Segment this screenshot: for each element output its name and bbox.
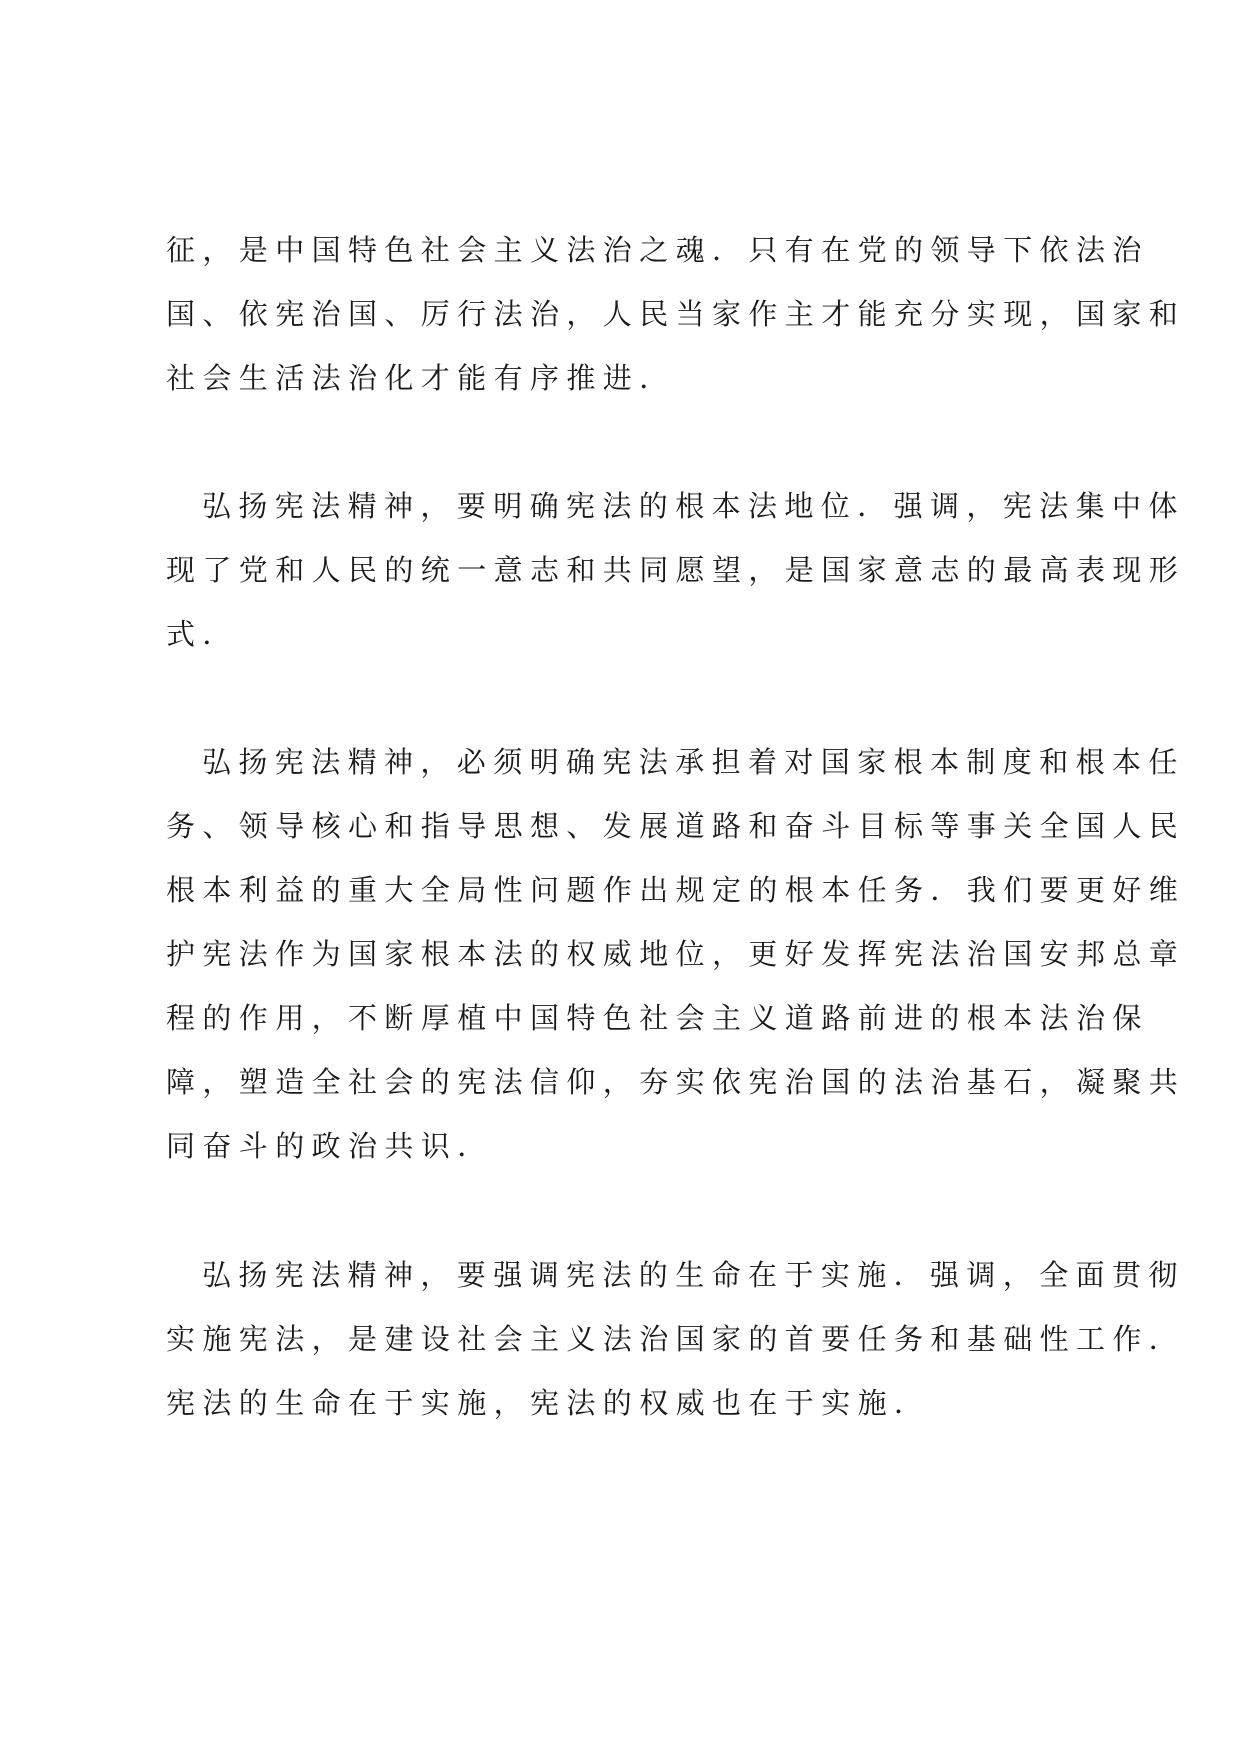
paragraph-3-line-1: 弘扬宪法精神，必须明确宪法承担着对国家根本制度和根本任 xyxy=(202,745,1185,779)
paragraph-3-line-3: 根本利益的重大全局性问题作出规定的根本任务．我们要更好维 xyxy=(166,873,1186,907)
paragraph-4-line-2: 实施宪法，是建设社会主义法治国家的首要任务和基础性工作． xyxy=(166,1322,1186,1356)
paragraph-2-line-1: 弘扬宪法精神，要明确宪法的根本法地位．强调，宪法集中体 xyxy=(202,489,1185,523)
paragraph-3-line-6: 障，塑造全社会的宪法信仰，夯实依宪治国的法治基石，凝聚共 xyxy=(166,1065,1186,1099)
paragraph-3-line-2: 务、领导核心和指导思想、发展道路和奋斗目标等事关全国人民 xyxy=(166,809,1186,843)
paragraph-2-line-2: 现了党和人民的统一意志和共同愿望，是国家意志的最高表现形 xyxy=(166,553,1186,587)
paragraph-1-line-2: 国、依宪治国、厉行法治，人民当家作主才能充分实现，国家和 xyxy=(166,297,1186,331)
paragraph-1-line-3: 社会生活法治化才能有序推进． xyxy=(166,361,676,395)
paragraph-3-line-5: 程的作用，不断厚植中国特色社会主义道路前进的根本法治保 xyxy=(166,1001,1149,1035)
paragraph-1-line-1: 征，是中国特色社会主义法治之魂．只有在党的领导下依法治 xyxy=(166,233,1149,267)
paragraph-3-line-7: 同奋斗的政治共识． xyxy=(166,1129,494,1163)
paragraph-4-line-1: 弘扬宪法精神，要强调宪法的生命在于实施．强调，全面贯彻 xyxy=(202,1258,1185,1292)
paragraph-3-line-4: 护宪法作为国家根本法的权威地位，更好发挥宪法治国安邦总章 xyxy=(166,937,1186,971)
paragraph-4-line-3: 宪法的生命在于实施，宪法的权威也在于实施． xyxy=(166,1386,931,1420)
paragraph-2-line-3: 式． xyxy=(166,617,239,651)
